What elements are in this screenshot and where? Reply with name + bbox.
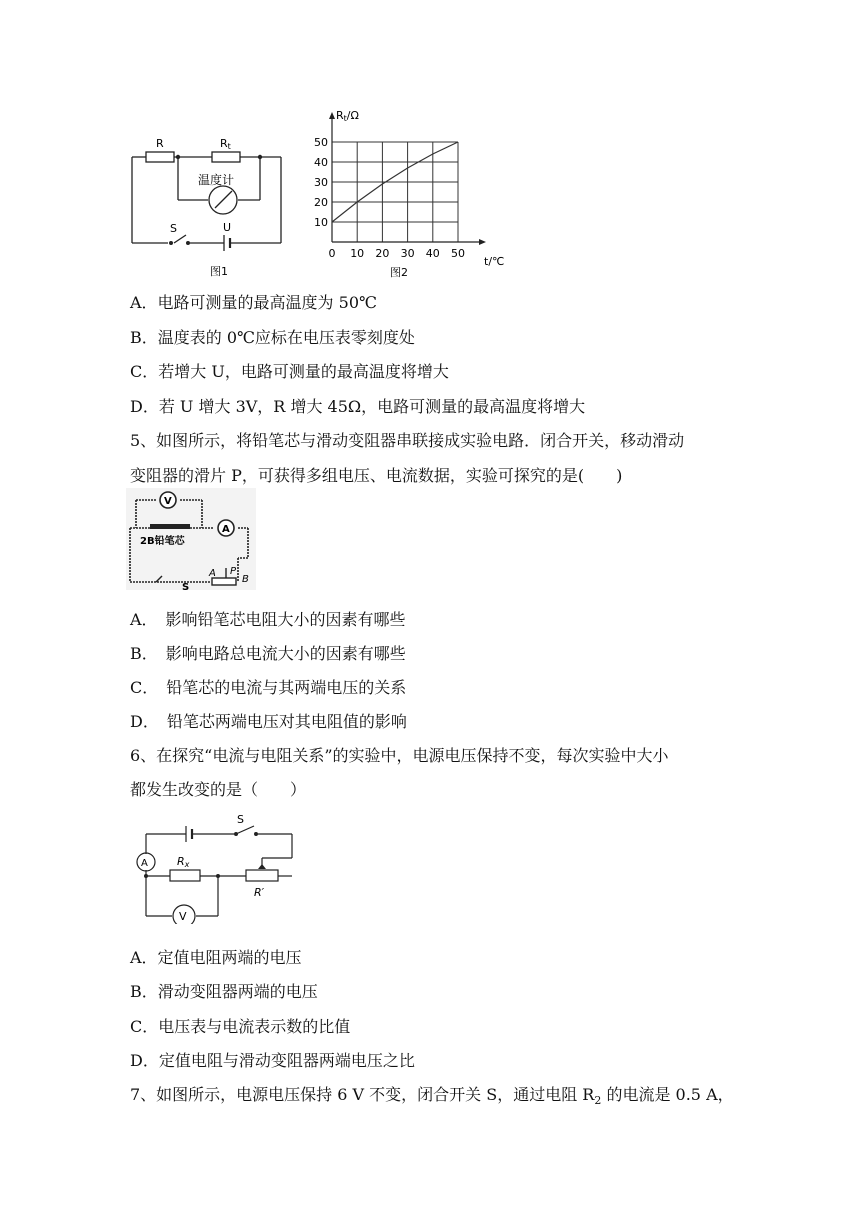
q6-option-d: D．定值电阻与滑动变阻器两端电压之比 [130,1051,415,1070]
q5-label-a-meter: A [222,524,230,535]
switch-icon [174,235,186,243]
q6-label-s: S [237,813,244,826]
q6-option-b: B．滑动变阻器两端的电压 [130,982,318,1001]
q4-option-c: C．若增大 U，电路可测量的最高温度将增大 [130,362,449,381]
pencil-lead-bar [150,524,190,529]
figure1-circuit [126,128,291,280]
label-switch-s: S [170,222,177,235]
q5-label-b: B [242,574,249,585]
resistor-rx [170,870,200,881]
q6-label-r-prime: R′ [254,886,265,899]
q5-circuit-figure [126,488,256,590]
rheostat-r-prime [246,870,278,881]
chart-x-tick-label: 40 [425,247,440,260]
chart-y-tick-label: 50 [314,136,328,149]
q5-label-p: P [230,566,237,577]
figure2-caption: 图2 [390,266,408,279]
q5-label-lead: 2B铅笔芯 [140,536,185,547]
resistor-r [146,152,174,162]
q6-label-a: A [141,858,148,869]
chart-x-tick-label: 50 [451,247,465,260]
q5-label-a: A [209,568,216,579]
q6-label-rx: Rx [177,855,190,869]
chart-y-axis-arrow [329,112,335,119]
chart-x-tick-label: 0 [328,247,336,260]
chart-x-tick-label: 30 [400,247,415,260]
chart-y-tick-label: 30 [314,176,328,189]
q5-option-d: D． 铅笔芯两端电压对其电阻值的影响 [130,712,407,731]
q5-label-s: S [182,582,190,590]
chart-y-axis-label: Rt/Ω [336,109,359,123]
q6-label-v: V [179,910,187,923]
label-source-u: U [223,221,232,234]
q5-option-b: B． 影响电路总电流大小的因素有哪些 [130,644,406,663]
label-r: R [156,137,164,150]
q6-option-c: C．电压表与电流表示数的比值 [130,1017,351,1036]
chart-x-tick-label: 20 [375,247,390,260]
chart-y-tick-label: 10 [314,216,328,229]
q5-option-c: C． 铅笔芯的电流与其两端电压的关系 [130,678,407,697]
chart-x-tick-label: 10 [350,247,365,260]
q5-option-a: A． 影响铅笔芯电阻大小的因素有哪些 [130,610,406,629]
q6-circuit-figure [130,812,300,924]
rheostat-icon [212,578,236,585]
q4-option-b: B．温度表的 0℃应标在电压表零刻度处 [130,328,415,347]
q5-label-v: V [164,496,172,507]
figure2-chart [310,102,520,280]
q6-stem-line1: 6、在探究“电流与电阻关系”的实验中，电源电压保持不变，每次实验中大小 [130,746,669,765]
chart-y-tick-label: 40 [314,156,328,169]
chart-x-axis-arrow [479,239,486,245]
q5-stem-line2: 变阻器的滑片 P，可获得多组电压、电流数据，实验可探究的是( ) [130,466,623,485]
figure1-caption: 图1 [210,265,228,278]
q4-option-a: A．电路可测量的最高温度为 50℃ [130,293,377,312]
chart-y-tick-label: 20 [314,196,328,209]
resistor-rt [212,152,240,162]
label-rt: Rt [220,137,231,151]
q4-option-d: D．若 U 增大 3V，R 增大 45Ω，电路可测量的最高温度将增大 [130,397,586,416]
q7-stem-line1: 7、如图所示，电源电压保持 6 V 不变，闭合开关 S，通过电阻 $R_2$ 的电流是 0.5 A， [130,1085,734,1108]
q5-stem-line1: 5、如图所示，将铅笔芯与滑动变阻器串联接成实验电路．闭合开关，移动滑动 [130,431,685,450]
q6-option-a: A．定值电阻两端的电压 [130,948,302,967]
chart-x-axis-label: t/℃ [484,255,505,268]
label-thermometer: 温度计 [198,173,235,187]
q6-stem-line2: 都发生改变的是（ ） [130,780,307,799]
